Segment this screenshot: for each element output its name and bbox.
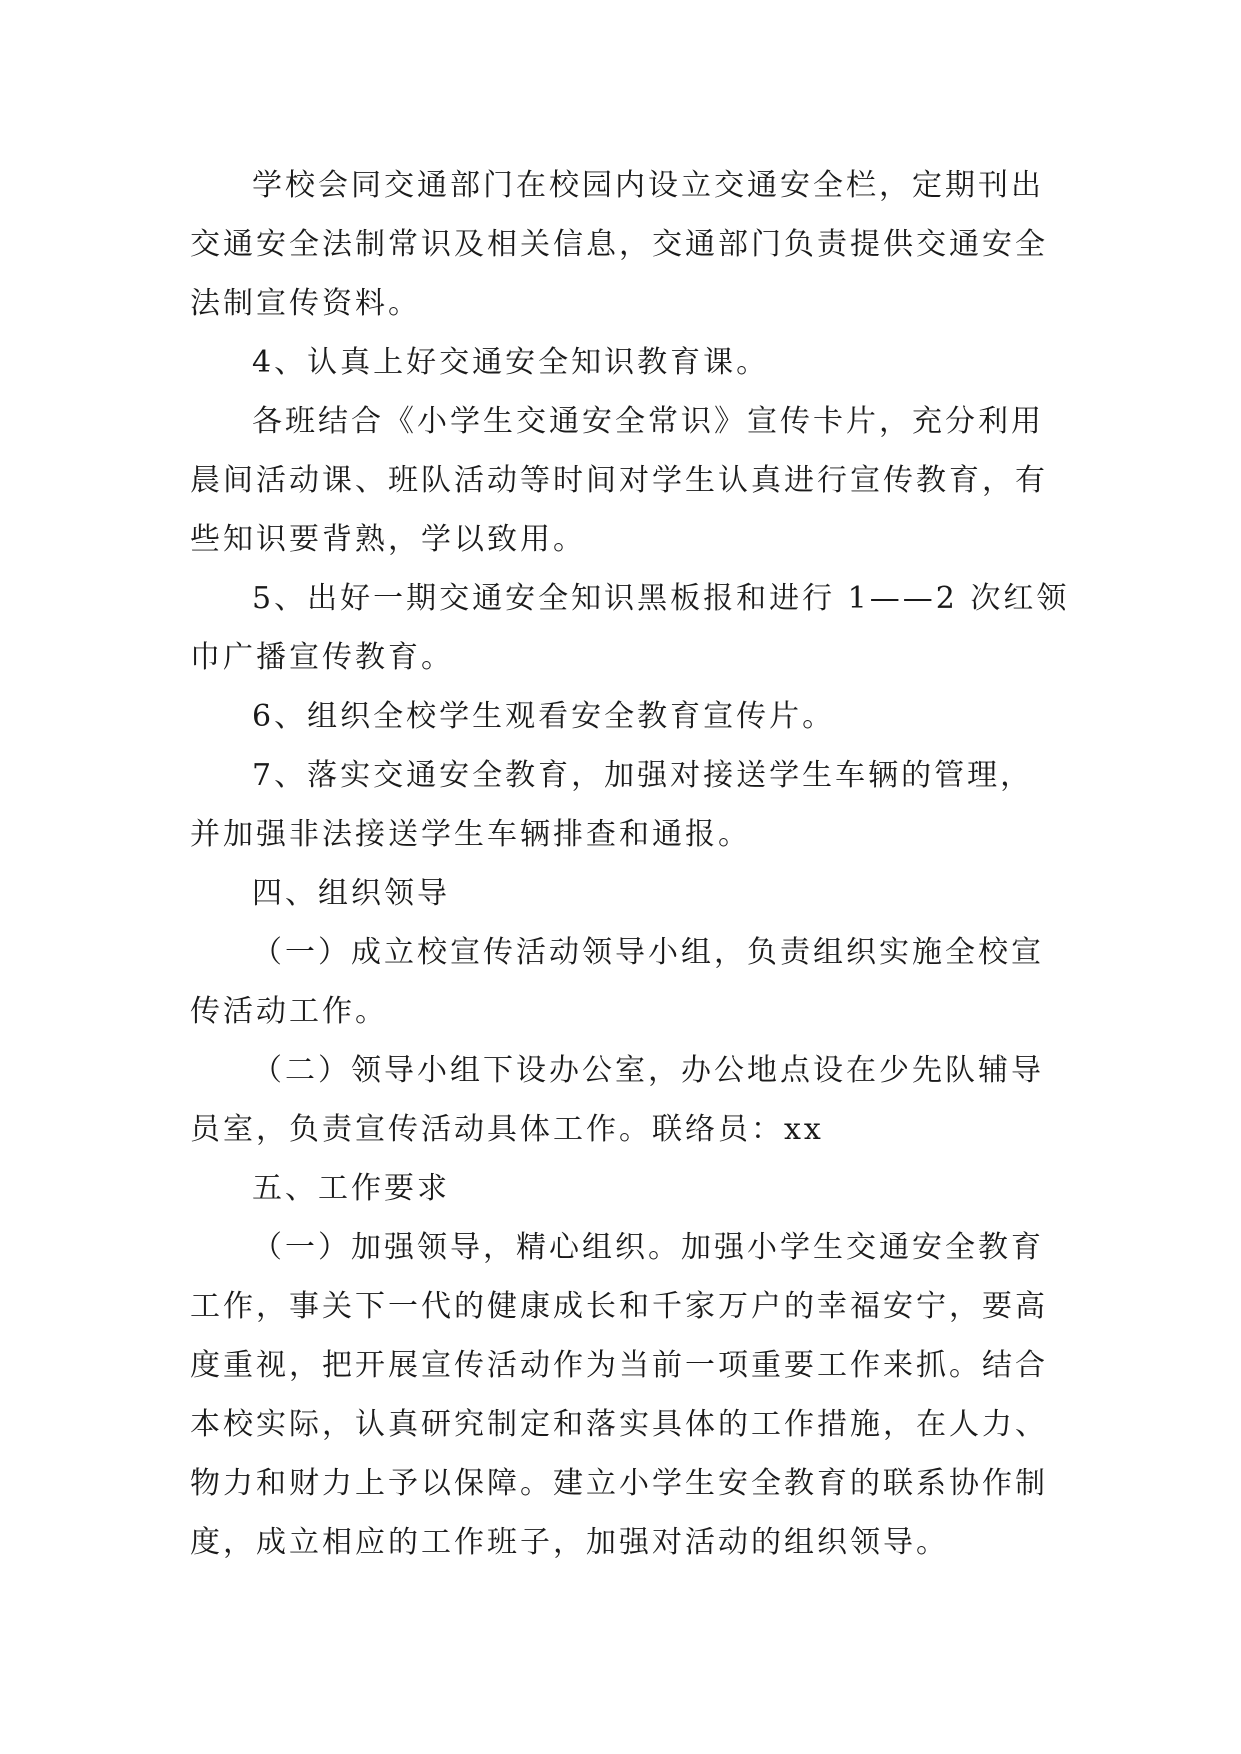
paragraph-line: 工作，事关下一代的健康成长和千家万户的幸福安宁，要高 (190, 1289, 1048, 1324)
paragraph-line: 并加强非法接送学生车辆排查和通报。 (190, 817, 751, 852)
paragraph-first-line: 6、组织全校学生观看安全教育宣传片。 (252, 699, 836, 734)
paragraph-line: 些知识要背熟，学以致用。 (190, 522, 586, 557)
paragraph (190, 1159, 1055, 1218)
paragraph-first-line: （二）领导小组下设办公室，办公地点设在少先队辅导 (252, 1053, 1044, 1088)
paragraph-line: 交通安全法制常识及相关信息，交通部门负责提供交通安全 (190, 227, 1048, 262)
paragraph-line: 传活动工作。 (190, 994, 388, 1029)
paragraph-line: 员室，负责宣传活动具体工作。联络员：xx (190, 1112, 824, 1147)
paragraph-first-line: 5、出好一期交通安全知识黑板报和进行 1——2 次红领 (252, 581, 1070, 616)
paragraph (190, 156, 1055, 333)
paragraph (190, 1218, 1055, 1572)
document-body (190, 156, 1070, 1572)
paragraph-first-line: （一）成立校宣传活动领导小组，负责组织实施全校宣 (252, 935, 1044, 970)
paragraph-line: 度，成立相应的工作班子，加强对活动的组织领导。 (190, 1525, 949, 1560)
paragraph-line: 法制宣传资料。 (190, 286, 421, 321)
paragraph (190, 864, 1055, 923)
paragraph (190, 1041, 1055, 1159)
paragraph-first-line: （一）加强领导，精心组织。加强小学生交通安全教育 (252, 1230, 1044, 1265)
paragraph (190, 333, 1055, 392)
paragraph-first-line: 各班结合《小学生交通安全常识》宣传卡片，充分利用 (252, 404, 1044, 439)
paragraph-line: 物力和财力上予以保障。建立小学生安全教育的联系协作制 (190, 1466, 1048, 1501)
paragraph-line: 本校实际，认真研究制定和落实具体的工作措施，在人力、 (190, 1407, 1048, 1442)
paragraph-first-line: 4、认真上好交通安全知识教育课。 (252, 345, 770, 380)
paragraph-first-line: 学校会同交通部门在校园内设立交通安全栏，定期刊出 (252, 168, 1044, 203)
paragraph (190, 746, 1055, 864)
paragraph (190, 923, 1055, 1041)
paragraph-line: 度重视，把开展宣传活动作为当前一项重要工作来抓。结合 (190, 1348, 1048, 1383)
paragraph-first-line: 7、落实交通安全教育，加强对接送学生车辆的管理， (252, 758, 1034, 793)
paragraph-line: 晨间活动课、班队活动等时间对学生认真进行宣传教育，有 (190, 463, 1048, 498)
paragraph (190, 569, 1070, 687)
paragraph-first-line: 四、组织领导 (252, 876, 450, 911)
paragraph (190, 687, 1055, 746)
paragraph-first-line: 五、工作要求 (252, 1171, 450, 1206)
paragraph (190, 392, 1055, 569)
paragraph-line: 巾广播宣传教育。 (190, 640, 454, 675)
